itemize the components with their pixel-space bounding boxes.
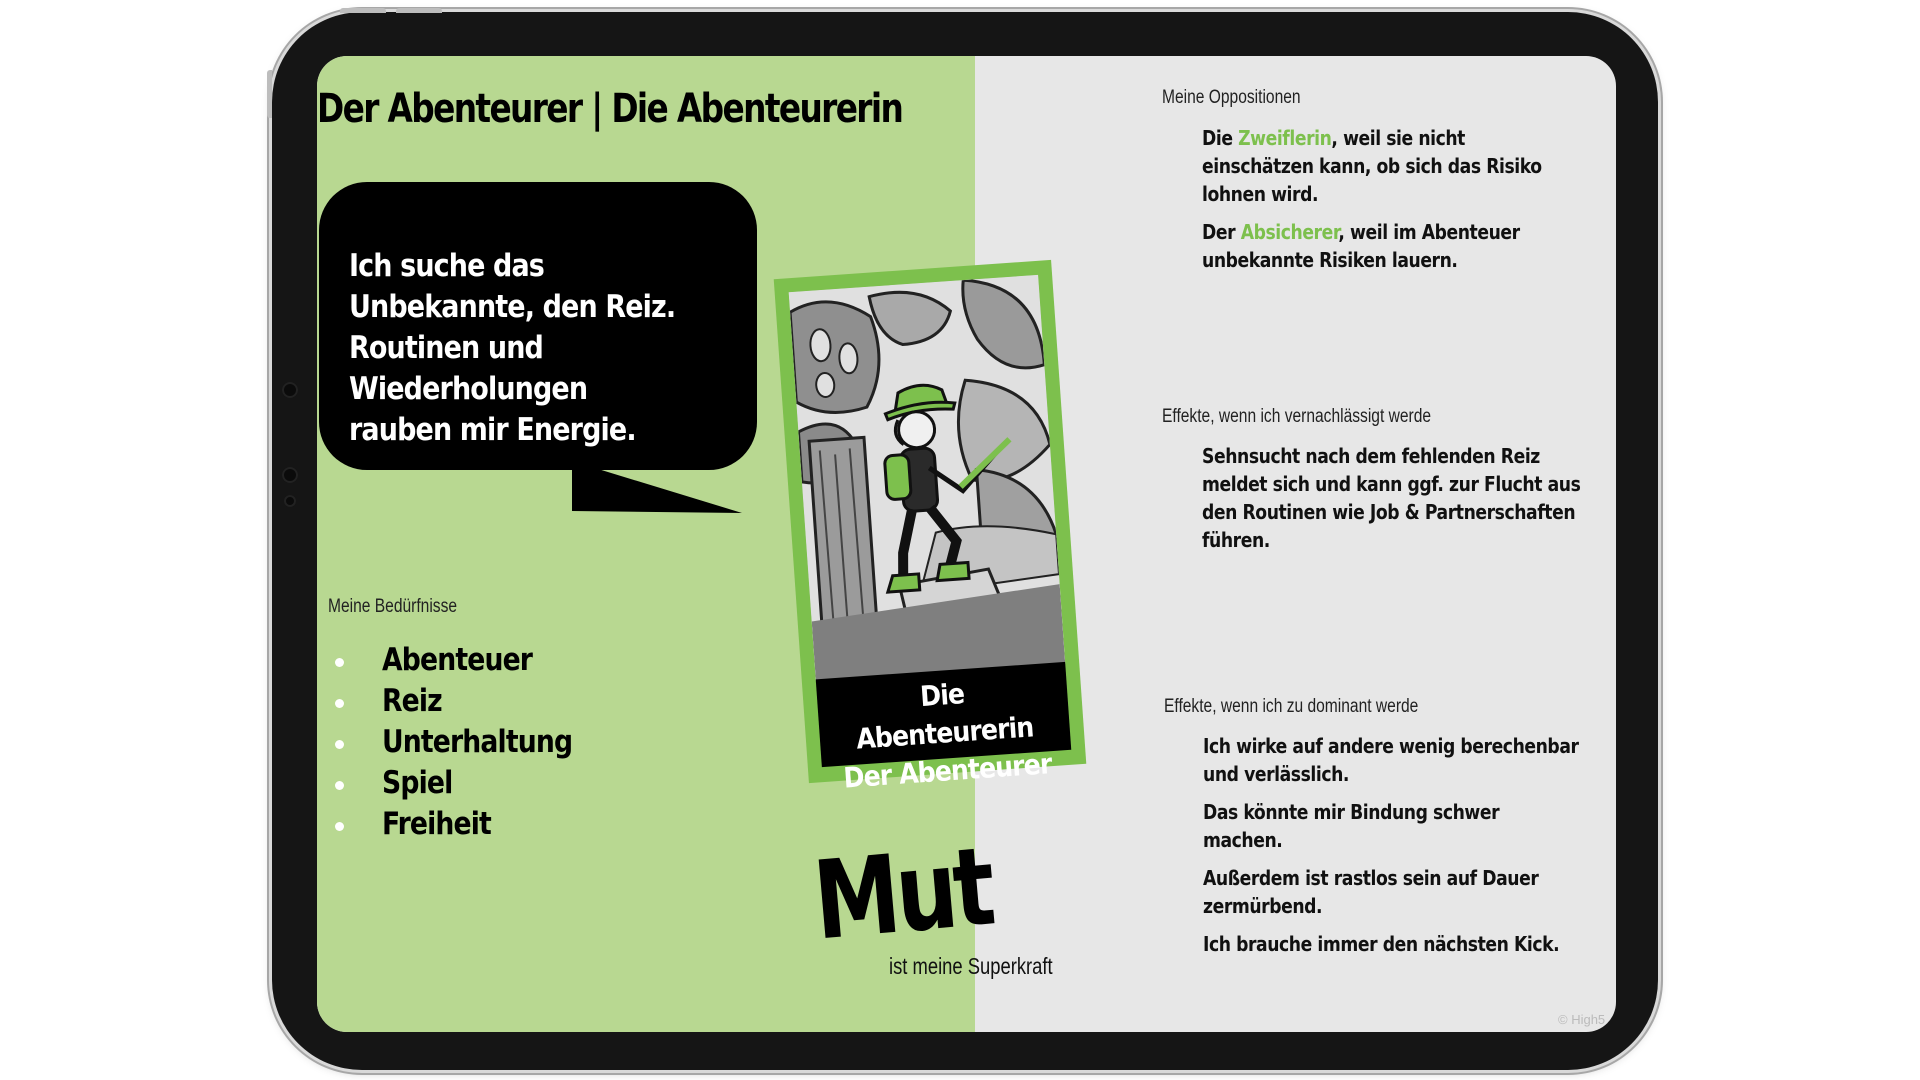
dominant-effects-list xyxy=(1203,732,1583,968)
superpower-word: Mut xyxy=(809,824,997,965)
neglected-effects-list xyxy=(1202,442,1582,564)
dominant-effects-label: Effekte, wenn ich zu dominant werde xyxy=(1164,696,1419,717)
tablet-camera-dot-1 xyxy=(282,382,298,398)
opposition-name: Zweiflerin xyxy=(1238,126,1332,150)
card-title-line-1: Die Abenteurerin xyxy=(855,677,1035,756)
bullet-icon xyxy=(335,658,344,667)
tablet-screen: Der Abenteurer | Die Abenteurerin Ich suche das Unbekannte, den Reiz. Routinen und Wiederholungen rauben mir Energie. Meine Bedürfnisse Abenteuer Reiz Unterhaltung Spiel Freiheit Die Abenteurerin Der Abenteurer Mut ist meine Superkraft Meine Oppositionen Die Zweiflerin, weil sie nicht einschätzen kann, ob sich das Risiko lohnen wird. Der Absicherer, weil im Abenteuer unbekannte Risiken lauern. Effekte, wenn ich vernachlässigt werde Sehnsucht nach dem fehlenden Reiz meldet sich und kann ggf. zur Flucht aus den Routinen wie Job & Partnerschaften führen. Effekte, wenn ich zu dominant werde Ich wirke auf andere wenig berechenbar und verlässlich. Das könnte mir Bindung schwer machen. Außerdem ist rastlos sein auf Dauer zermürbend. Ich brauche immer den nächsten Kick. © High5 xyxy=(317,56,1616,1032)
neglected-effects-label: Effekte, wenn ich vernachlässigt werde xyxy=(1162,406,1432,427)
speech-bubble xyxy=(319,182,757,470)
page-title: Der Abenteurer | Die Abenteurerin xyxy=(317,86,903,132)
bullet-icon xyxy=(335,699,344,708)
tablet-top-button-right xyxy=(396,8,442,13)
needs-label: Meine Bedürfnisse xyxy=(328,596,458,617)
list-item: Sehnsucht nach dem fehlenden Reiz meldet sich und kann ggf. zur Flucht aus den Routinen wie Job & Partnerschaften führen. xyxy=(1202,444,1581,552)
superpower-subtitle: ist meine Superkraft xyxy=(889,953,1053,979)
copyright-text: © High5 xyxy=(1558,1012,1606,1027)
list-item: Der Absicherer, weil im Abenteuer unbekannte Risiken lauern. xyxy=(1202,220,1520,272)
bullet-icon xyxy=(335,781,344,790)
adventurer-illustration xyxy=(789,275,1066,681)
oppositions-label: Meine Oppositionen xyxy=(1162,87,1301,108)
list-item: Das könnte mir Bindung schwer machen. xyxy=(1203,800,1500,852)
list-item: Außerdem ist rastlos sein auf Dauer zermürbend. xyxy=(1203,866,1539,918)
speech-bubble-text: Ich suche das Unbekannte, den Reiz. Routinen und Wiederholungen rauben mir Energie. xyxy=(349,248,676,448)
tablet-top-button-left xyxy=(340,8,386,13)
opposition-name: Absicherer xyxy=(1240,220,1339,244)
list-item: Ich brauche immer den nächsten Kick. xyxy=(1203,932,1560,956)
oppositions-list xyxy=(1202,124,1582,284)
tablet-camera-dot-3 xyxy=(284,495,296,507)
adventurer-card xyxy=(774,260,1087,795)
list-item: Ich wirke auf andere wenig berechenbar und verlässlich. xyxy=(1203,734,1579,786)
tablet-camera-dot-2 xyxy=(282,467,298,483)
bullet-icon xyxy=(335,740,344,749)
list-item: Die Zweiflerin, weil sie nicht einschätzen kann, ob sich das Risiko lohnen wird. xyxy=(1202,126,1542,206)
card-title xyxy=(816,662,1072,795)
tablet-side-button xyxy=(267,70,272,118)
card-title-line-2: Der Abenteurer xyxy=(842,747,1053,795)
bullet-icon xyxy=(335,822,344,831)
